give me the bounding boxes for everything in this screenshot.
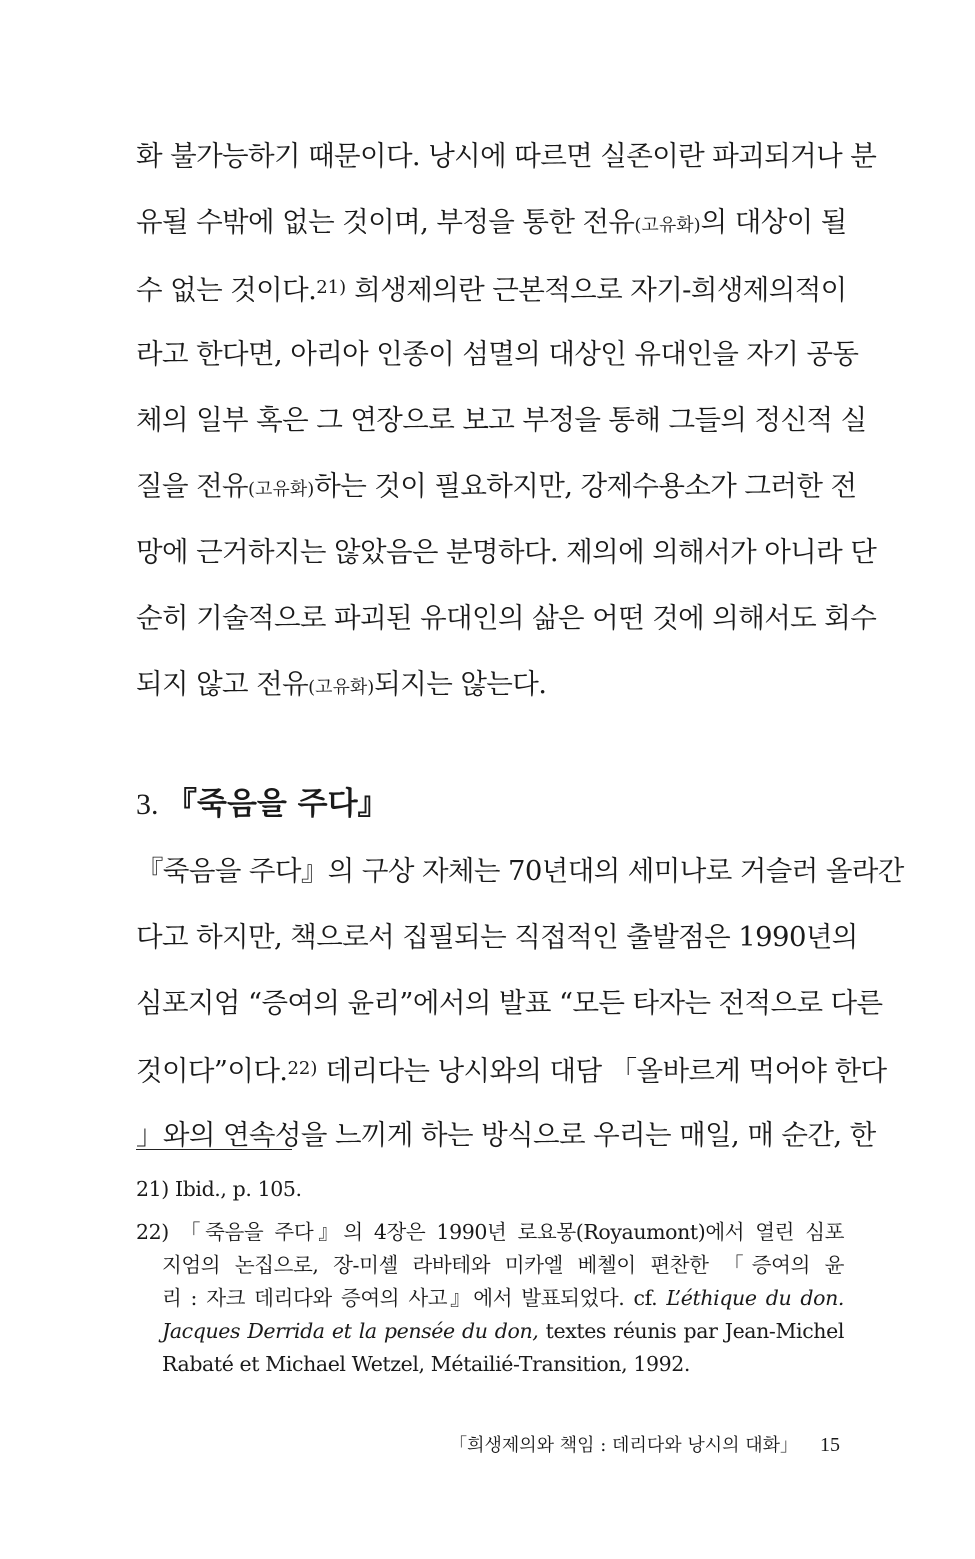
footnote-ref-22[interactable]: 22) xyxy=(287,1058,318,1079)
text-line: 순히 기술적으로 파괴된 유대인의 삶은 어떤 것에 의해서도 회수 xyxy=(136,602,877,634)
page-number: 15 xyxy=(820,1434,840,1456)
footnote-21 xyxy=(136,1173,844,1206)
footnote-line: 22) 「죽음을 주다』의 4장은 1990년 로요몽(Royaumont)에서 열린 심포 xyxy=(136,1220,844,1244)
footnote-divider xyxy=(136,1149,292,1150)
footnote-line: Rabaté et Michael Wetzel, Métailié-Transition, 1992. xyxy=(162,1352,691,1376)
running-title: 「희생제의와 책임 : 데리다와 낭시의 대화」 xyxy=(449,1435,798,1456)
text-line xyxy=(136,651,840,717)
section-number: 3. xyxy=(136,788,166,821)
text-run: 리 : 자크 데리다와 증여의 사고』에서 발표되었다. cf. xyxy=(162,1286,667,1310)
text-run: 유될 수밖에 없는 것이며, 부정을 통한 전유 xyxy=(136,206,635,238)
italic-title: L’éthique du don. xyxy=(666,1286,844,1310)
footnote-22 xyxy=(136,1216,844,1381)
text-run: 되지 않고 전유 xyxy=(136,668,309,700)
annotation-small: (고유화) xyxy=(308,677,375,698)
body-paragraph-1 xyxy=(136,123,877,717)
text-line: 」와의 연속성을 느끼게 하는 방식으로 우리는 매일, 매 순간, 한 xyxy=(136,1119,876,1151)
text-line: 라고 한다면, 아리아 인종이 섬멸의 대상인 유대인을 자기 공동 xyxy=(136,338,859,370)
text-run: textes réunis par Jean-Michel xyxy=(538,1319,844,1343)
text-run: 하는 것이 필요하지만, 강제수용소가 그러한 전 xyxy=(314,470,857,502)
section-title: 『죽음을 주다』 xyxy=(166,786,389,822)
text-line xyxy=(136,189,847,255)
footnote-line: 지엄의 논집으로, 장-미셸 라바테와 미카엘 베첼이 편찬한 「증여의 윤 xyxy=(162,1253,844,1277)
section-heading xyxy=(136,780,389,829)
text-run: 것이다”이다. xyxy=(136,1055,288,1087)
annotation-small: (고유화) xyxy=(248,479,315,500)
text-run: 의 대상이 될 xyxy=(700,206,847,238)
page-footer xyxy=(430,1431,840,1457)
text-run: 되지는 않는다. xyxy=(374,668,547,700)
footnote-line xyxy=(136,1315,844,1348)
text-line: 화 불가능하기 때문이다. 낭시에 따르면 실존이란 파괴되거나 분 xyxy=(136,140,877,172)
text-line: 다고 하지만, 책으로서 집필되는 직접적인 출발점은 1990년의 xyxy=(136,921,858,953)
footnote-line: 21) Ibid., p. 105. xyxy=(136,1177,302,1201)
body-paragraph-2 xyxy=(136,838,904,1168)
text-line: 『죽음을 주다』의 구상 자체는 70년대의 세미나로 거슬러 올라간 xyxy=(136,855,904,887)
footnote-gap xyxy=(136,1206,844,1216)
text-run: 질을 전유 xyxy=(136,470,249,502)
annotation-small: (고유화) xyxy=(634,215,701,236)
text-line: 망에 근거하지는 않았음은 분명하다. 제의에 의해서가 아니라 단 xyxy=(136,536,877,568)
footnotes xyxy=(136,1173,844,1381)
text-run: 수 없는 것이다. xyxy=(136,274,317,306)
text-line xyxy=(136,255,847,321)
text-run: 희생제의란 근본적으로 자기-희생제의적이 xyxy=(346,274,847,306)
footnote-ref-21[interactable]: 21) xyxy=(316,277,347,298)
footnote-line xyxy=(136,1282,844,1315)
text-run: 데리다는 낭시와의 대담 「올바르게 먹어야 한다 xyxy=(317,1055,887,1087)
text-line: 심포지엄 “증여의 윤리”에서의 발표 “모든 타자는 전적으로 다른 xyxy=(136,987,883,1019)
text-line: 체의 일부 혹은 그 연장으로 보고 부정을 통해 그들의 정신적 실 xyxy=(136,404,867,436)
italic-title: Jacques Derrida et la pensée du don, xyxy=(162,1319,539,1343)
text-line xyxy=(136,1036,887,1102)
text-line xyxy=(136,453,857,519)
